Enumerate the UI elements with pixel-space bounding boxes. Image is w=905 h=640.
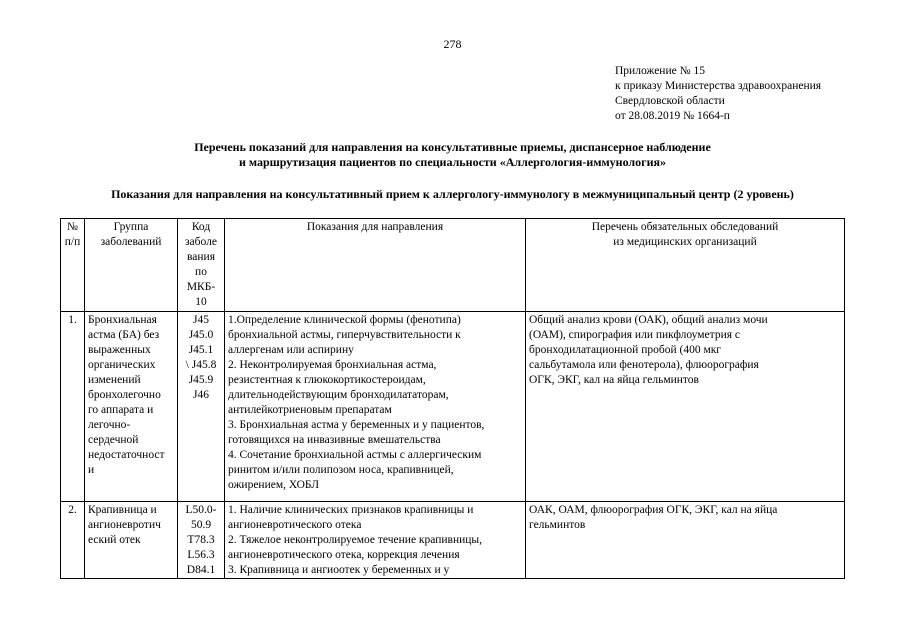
cell-line: п/п — [64, 236, 81, 248]
cell-line: сальбутамола или фенотерола), флюорография — [529, 359, 759, 371]
cell-line: аллергенам или аспирину — [228, 344, 354, 356]
cell-line: органических — [88, 359, 156, 371]
cell-line: заболеваний — [100, 236, 162, 248]
appendix-line: Свердловской области — [615, 95, 725, 107]
cell-line: J46 — [193, 389, 209, 401]
cell-line: недостаточност — [88, 449, 165, 461]
appendix-block — [615, 64, 821, 124]
cell-line: Крапивница и — [88, 504, 157, 516]
cell-line: готовящихся на инвазивные вмешательства — [228, 434, 441, 446]
cell-line: 10 — [195, 296, 207, 308]
table-row — [61, 312, 845, 502]
cell-line: бронходилатационной пробой (400 мкг — [529, 344, 722, 356]
appendix-line: к приказу Министерства здравоохранения — [615, 80, 822, 92]
cell-line: легочно- — [88, 419, 131, 431]
cell-line: J45.9 — [188, 374, 214, 386]
row-group — [85, 312, 178, 502]
header-num — [61, 219, 85, 312]
cell-line: сердечной — [88, 434, 139, 446]
appendix-line: Приложение № 15 — [615, 65, 705, 77]
cell-line: 50.9 — [190, 519, 212, 531]
cell-line: ОАК, ОАМ, флюорография ОГК, ЭКГ, кал на яйца — [529, 504, 778, 516]
cell-line: астма (БА) без — [88, 329, 160, 341]
header-code — [178, 219, 225, 312]
cell-line: и — [88, 464, 95, 476]
title-line: и маршрутизация пациентов по специальности «Аллергология-иммунология» — [238, 155, 667, 169]
cell-line: Показания для направления — [306, 221, 444, 233]
cell-line: из медицинских организаций — [613, 236, 757, 248]
table-row — [61, 502, 845, 579]
cell-line: 1.Определение клинической формы (фенотипа) — [228, 314, 461, 326]
cell-line: L50.0- — [185, 504, 217, 516]
cell-line: бронхиальной астмы, гиперчувствительности к — [228, 329, 461, 341]
cell-line: ожирением, ХОБЛ — [228, 479, 320, 491]
row-indications — [225, 312, 526, 502]
cell-line: ОГК, ЭКГ, кал на яйца гельминтов — [529, 374, 699, 386]
row-num: 2. — [61, 502, 85, 579]
cell-line: заболе — [185, 236, 217, 248]
row-indications — [225, 502, 526, 579]
cell-line: № — [67, 221, 78, 233]
cell-line: L56.3 — [187, 549, 215, 561]
row-exams — [526, 312, 845, 502]
cell-line: D84.1 — [186, 564, 216, 576]
table-header-row — [61, 219, 845, 312]
row-exams — [526, 502, 845, 579]
indications-table — [60, 218, 845, 579]
section-subtitle: Показания для направления на консультативный прием к аллергологу-иммунологу в межмуниципальный центр (2 уровень) — [111, 187, 794, 201]
title-line: Перечень показаний для направления на консультативные приемы, диспансерное наблюдение — [194, 140, 711, 154]
cell-line: T78.3 — [187, 534, 215, 546]
row-group — [85, 502, 178, 579]
cell-line: 4. Сочетание бронхиальной астмы с аллергическим — [228, 449, 482, 461]
cell-line: Бронхиальная — [88, 314, 157, 326]
cell-line: Общий анализ крови (ОАК), общий анализ мочи — [529, 314, 768, 326]
cell-line: еский отек — [88, 534, 141, 546]
page-number: 278 — [443, 37, 462, 51]
cell-line: J45.0 — [188, 329, 214, 341]
header-group — [85, 219, 178, 312]
cell-line: вания — [187, 251, 215, 263]
row-codes — [178, 502, 225, 579]
row-num: 1. — [61, 312, 85, 502]
cell-line: ангионевротического отека — [228, 519, 362, 531]
header-indications — [225, 219, 526, 312]
cell-line: выраженных — [88, 344, 151, 356]
cell-line: Код — [191, 221, 211, 233]
cell-line: 3. Крапивница и ангиоотек у беременных и у — [228, 564, 450, 576]
cell-line: J45.1 — [188, 344, 214, 356]
cell-line: антилейкотриеновым препаратам — [228, 404, 392, 416]
cell-line: бронхолегочно — [88, 389, 161, 401]
cell-line: \ J45.8 — [185, 359, 217, 371]
row-codes — [178, 312, 225, 502]
document-title — [0, 140, 905, 170]
cell-line: (ОАМ), спирография или пикфлоуметрия с — [529, 329, 740, 341]
cell-line: гельминтов — [529, 519, 586, 531]
cell-line: Перечень обязательных обследований — [591, 221, 779, 233]
cell-line: длительнодействующим бронходилататорам, — [228, 389, 449, 401]
cell-line: 2. Неконтролируемая бронхиальная астма, — [228, 359, 437, 371]
cell-line: 2. Тяжелое неконтролируемое течение крапивницы, — [228, 534, 483, 546]
cell-line: J45 — [193, 314, 209, 326]
cell-line: ангионевротического отека, коррекция лечения — [228, 549, 460, 561]
cell-line: изменений — [88, 374, 141, 386]
cell-line: Группа — [113, 221, 149, 233]
cell-line: 1. Наличие клинических признаков крапивницы и — [228, 504, 474, 516]
cell-line: ринитом и/или полипозом носа, крапивницей, — [228, 464, 454, 476]
appendix-line: от 28.08.2019 № 1664-п — [615, 110, 730, 122]
cell-line: по — [195, 266, 207, 278]
cell-line: ангионевротич — [88, 519, 161, 531]
cell-line: 3. Бронхиальная астма у беременных и у пациентов, — [228, 419, 485, 431]
cell-line: го аппарата и — [88, 404, 154, 416]
cell-line: МКБ- — [186, 281, 216, 293]
cell-line: резистентная к глюкокортикостероидам, — [228, 374, 426, 386]
header-exams — [526, 219, 845, 312]
